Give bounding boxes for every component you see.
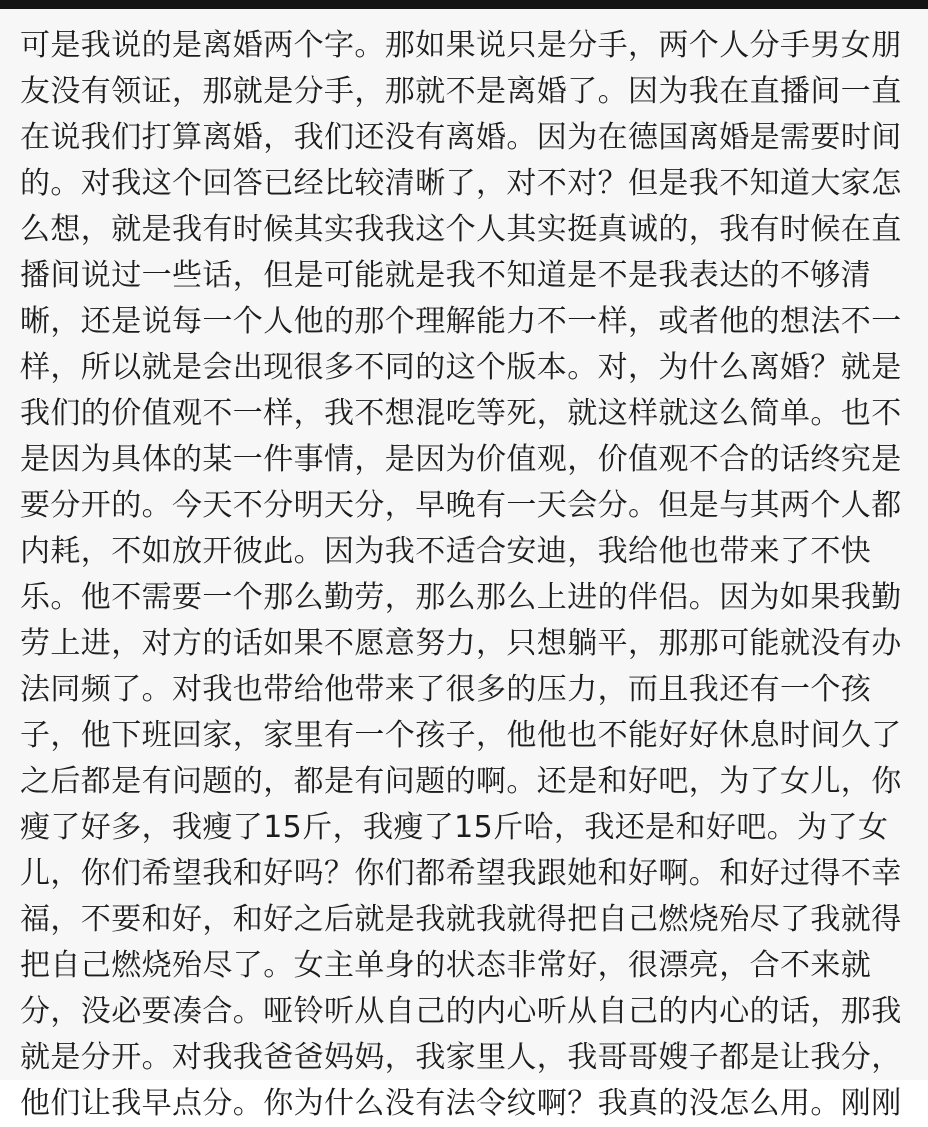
text-line: 是因为具体的某一件事情，是因为价值观，价值观不合的话终究是	[20, 442, 902, 477]
text-line: 瘦了好多，我瘦了15斤，我瘦了15斤哈，我还是和好吧。为了女	[20, 810, 889, 845]
text-line: 福，不要和好，和好之后就是我就我就得把自己燃烧殆尽了我就得	[20, 902, 902, 937]
text-line: 分，没必要凑合。哑铃听从自己的内心听从自己的内心的话，那我	[20, 994, 902, 1029]
text-line: 要分开的。今天不分明天分，早晚有一天会分。但是与其两个人都	[20, 488, 902, 523]
text-line: 法同频了。对我也带给他带来了很多的压力，而且我还有一个孩	[20, 672, 872, 707]
transcript-text	[20, 23, 910, 1127]
text-line: 我们的价值观不一样，我不想混吃等死，就这样就这么简单。也不	[20, 396, 902, 431]
text-line: 在说我们打算离婚，我们还没有离婚。因为在德国离婚是需要时间	[20, 120, 902, 155]
text-line: 乐。他不需要一个那么勤劳，那么那么上进的伴侣。因为如果我勤	[20, 580, 902, 615]
text-line: 子，他下班回家，家里有一个孩子，他他也不能好好休息时间久了	[20, 718, 902, 753]
text-line: 儿，你们希望我和好吗？你们都希望我跟她和好啊。和好过得不幸	[20, 856, 902, 891]
text-line: 播间说过一些话，但是可能就是我不知道是不是我表达的不够清	[20, 258, 872, 293]
text-line: 么想，就是我有时候其实我我这个人其实挺真诚的，我有时候在直	[20, 212, 902, 247]
text-line: 样，所以就是会出现很多不同的这个版本。对，为什么离婚？就是	[20, 350, 902, 385]
document-page	[0, 9, 928, 1121]
text-line: 他们让我早点分。你为什么没有法令纹啊？我真的没怎么用。刚刚	[20, 1086, 902, 1121]
text-line: 晰，还是说每一个人他的那个理解能力不一样，或者他的想法不一	[20, 304, 902, 339]
text-line: 内耗，不如放开彼此。因为我不适合安迪，我给他也带来了不快	[20, 534, 872, 569]
text-line: 就是分开。对我我爸爸妈妈，我家里人，我哥哥嫂子都是让我分，	[20, 1040, 902, 1075]
text-line: 的。对我这个回答已经比较清晰了，对不对？但是我不知道大家怎	[20, 166, 902, 201]
text-line: 劳上进，对方的话如果不愿意努力，只想躺平，那那可能就没有办	[20, 626, 902, 661]
text-line: 把自己燃烧殆尽了。女主单身的状态非常好，很漂亮，合不来就	[20, 948, 872, 983]
text-line: 友没有领证，那就是分手，那就不是离婚了。因为我在直播间一直	[20, 74, 902, 109]
text-line: 可是我说的是离婚两个字。那如果说只是分手，两个人分手男女朋	[20, 28, 902, 63]
text-line: 之后都是有问题的，都是有问题的啊。还是和好吧，为了女儿，你	[20, 764, 902, 799]
top-bar	[0, 0, 928, 9]
